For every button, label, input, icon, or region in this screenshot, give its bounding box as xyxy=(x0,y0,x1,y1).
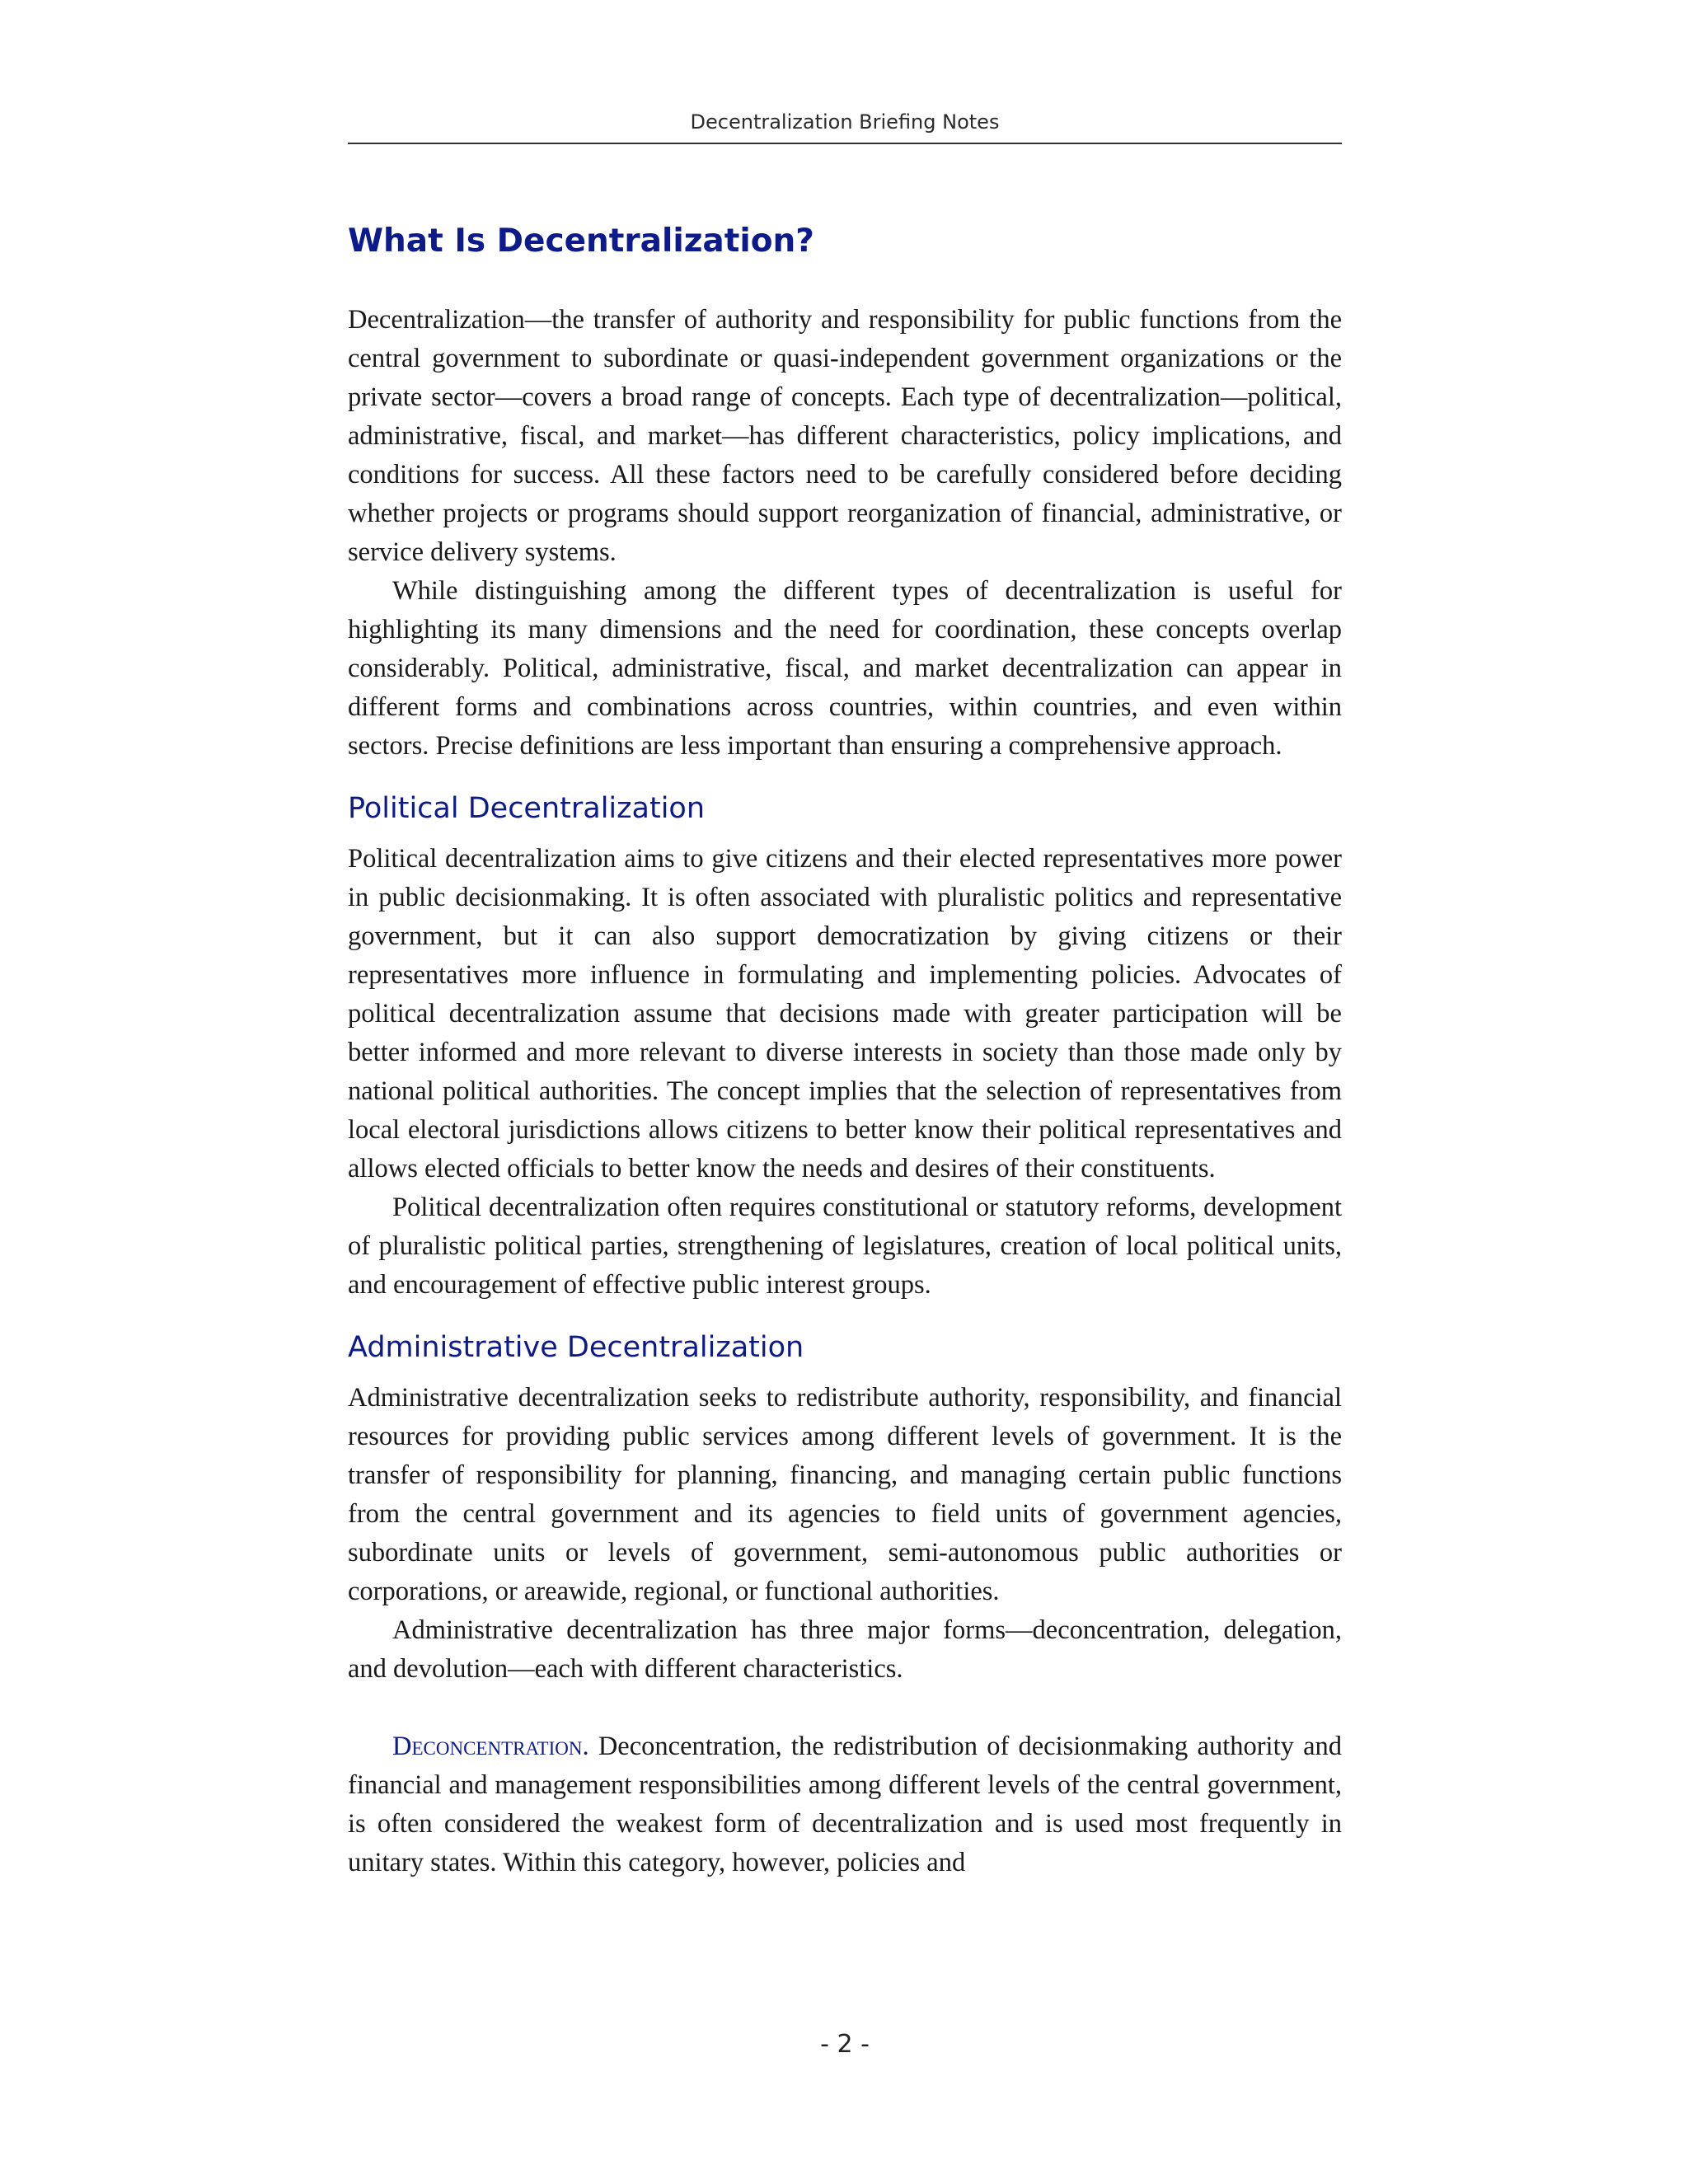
page-number: - 2 - xyxy=(820,2030,870,2059)
intro-paragraph-1: Decentralization—the transfer of authority and responsibility for public functions from the central government to subordinate or quasi-independent government organizations or the private sector—covers a broad range of concepts. Each type of decentralization—political, administrative, fiscal, and market—has different characteristics, policy implications, and conditions for success. All these factors need to be carefully considered before deciding whether projects or programs should support reorganization of financial, administrative, or service delivery systems. xyxy=(348,305,1342,567)
page-title: What Is Decentralization? xyxy=(348,223,814,260)
deconcentration-run-in-heading: Deconcentration. xyxy=(392,1732,589,1761)
administrative-paragraph-2: Administrative decentralization has three major forms—deconcentration, delegation, and devolution—each with different characteristics. xyxy=(348,1615,1342,1684)
administrative-decentralization-heading: Administrative Decentralization xyxy=(348,1331,804,1364)
deconcentration-text: Deconcentration, the redistribution of decisionmaking authority and financial and management responsibilities among different levels of the central government, is often considered the weakest form of decentralization and is used most frequently in unitary states. Within this category, however, policies and xyxy=(348,1732,1342,1877)
deconcentration-paragraph xyxy=(348,1727,1342,1882)
intro-paragraph-2: While distinguishing among the different types of decentralization is useful for highlighting its many dimensions and the need for coordination, these concepts overlap considerably. Political, administrative, fiscal, and market decentralization can appear in different forms and combinations across countries, within countries, and even within sectors. Precise definitions are less important than ensuring a comprehensive approach. xyxy=(348,576,1342,761)
page-content xyxy=(348,223,1342,1882)
running-header: Decentralization Briefing Notes xyxy=(690,110,1000,134)
political-paragraph-2: Political decentralization often requires constitutional or statutory reforms, development of pluralistic political parties, strengthening of legislatures, creation of local political units, and encouragement of effective public interest groups. xyxy=(348,1193,1342,1300)
political-paragraph-1: Political decentralization aims to give citizens and their elected representatives more power in public decisionmaking. It is often associated with pluralistic politics and representative government, but it can also support democratization by giving citizens or their representatives more influence in formulating and implementing policies. Advocates of political decentralization assume that decisions made with greater participation will be better informed and more relevant to diverse interests in society than those made only by national political authorities. The concept implies that the selection of representatives from local electoral jurisdictions allows citizens to better know their political representatives and allows elected officials to better know the needs and desires of their constituents. xyxy=(348,844,1342,1183)
political-decentralization-heading: Political Decentralization xyxy=(348,792,706,825)
header-rule xyxy=(348,143,1342,144)
administrative-paragraph-1: Administrative decentralization seeks to redistribute authority, responsibility, and financial resources for providing public services among different levels of government. It is the transfer of responsibility for planning, financing, and managing certain public functions from the central government and its agencies to field units of government agencies, subordinate units or levels of government, semi-autonomous public authorities or corporations, or areawide, regional, or functional authorities. xyxy=(348,1383,1342,1606)
